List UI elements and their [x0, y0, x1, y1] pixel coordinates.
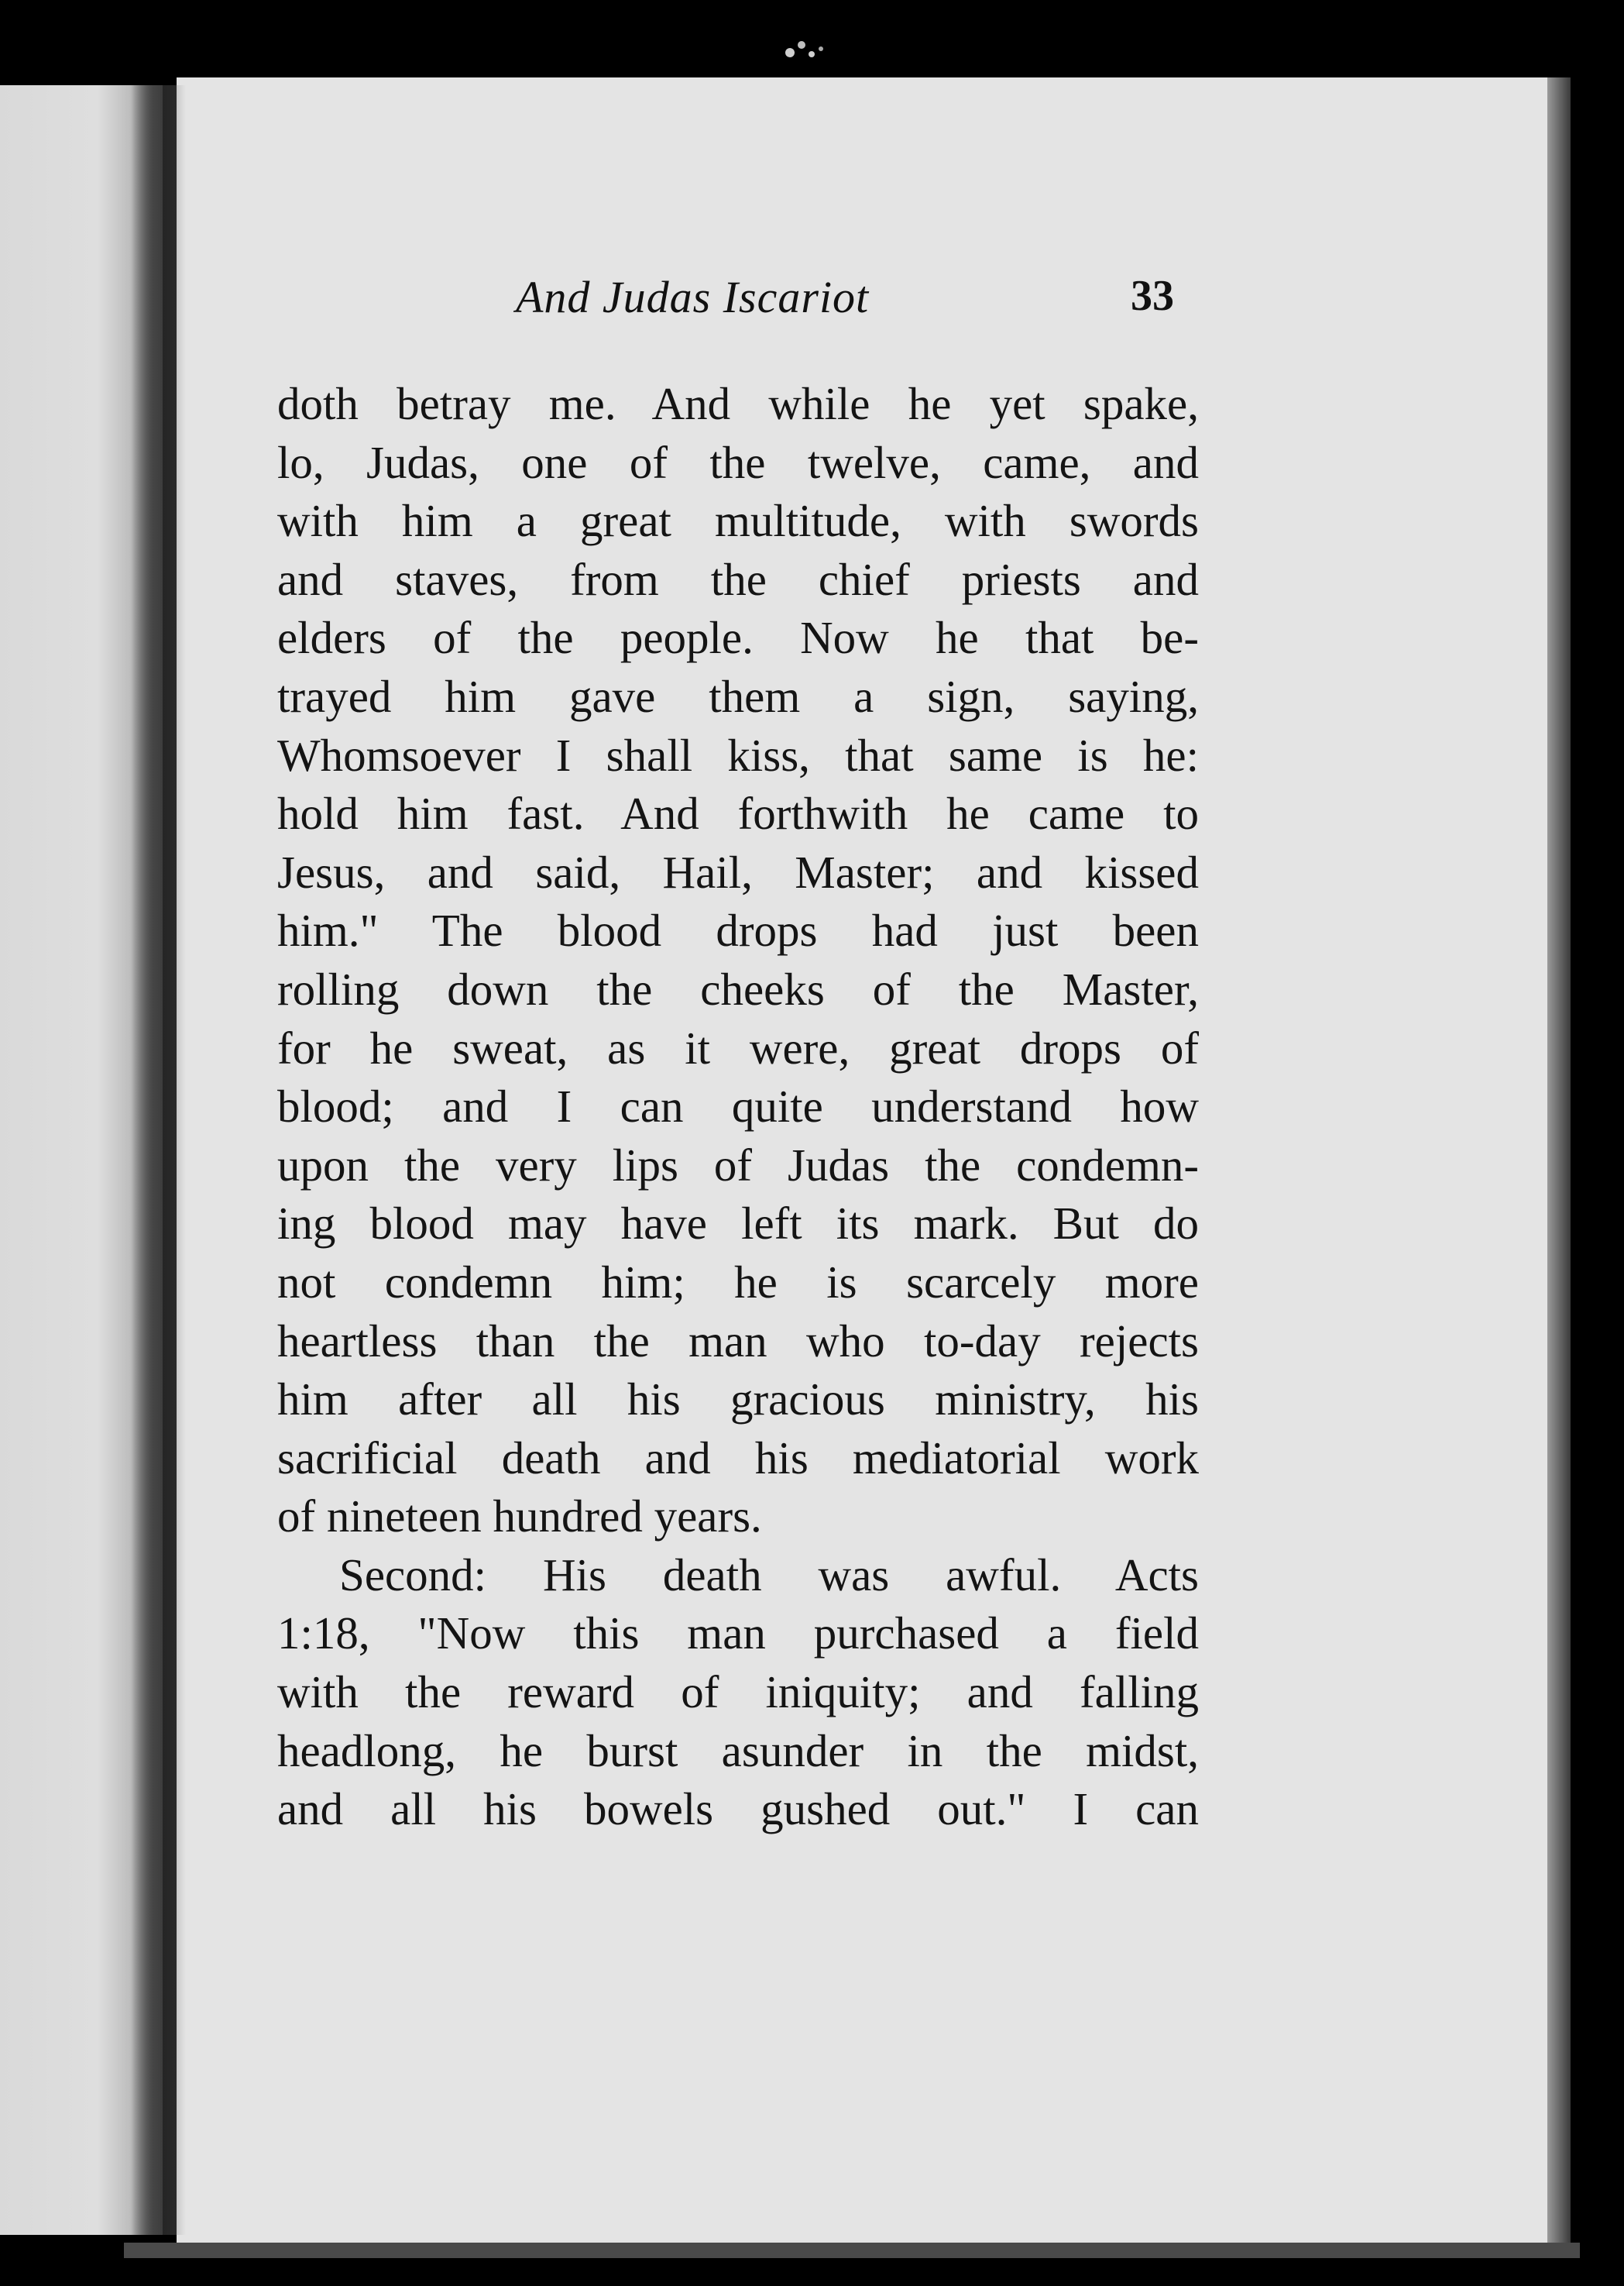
text-line: him." The blood drops had just been [277, 905, 1199, 957]
text-line: lo, Judas, one of the twelve, came, and [277, 436, 1199, 488]
text-line: doth betray me. And while he yet spake, [277, 378, 1199, 429]
text-line: him after all his gracious ministry, his [277, 1373, 1199, 1425]
page-number: 33 [1131, 272, 1174, 320]
page-bottom-edge [124, 2243, 1580, 2258]
text-line: upon the very lips of Judas the condemn- [277, 1139, 1199, 1191]
text-line: not condemn him; he is scarcely more [277, 1256, 1199, 1308]
paragraph-start-line: Second: His death was awful. Acts [339, 1549, 1199, 1600]
text-line: heartless than the man who to-day rejects [277, 1315, 1199, 1366]
text-line: Whomsoever I shall kiss, that same is he: [277, 729, 1199, 781]
body-text [277, 375, 1199, 1839]
text-line: elders of the people. Now he that be- [277, 612, 1199, 664]
text-line: Jesus, and said, Hail, Master; and kissed [277, 846, 1199, 898]
text-line: and staves, from the chief priests and [277, 553, 1199, 605]
text-line: sacrificial death and his mediatorial work [277, 1432, 1199, 1483]
text-line: headlong, he burst asunder in the midst, [277, 1724, 1199, 1776]
text-line: with the reward of iniquity; and falling [277, 1666, 1199, 1718]
text-line: rolling down the cheeks of the Master, [277, 963, 1199, 1015]
text-line: hold him fast. And forthwith he came to [277, 788, 1199, 840]
page-right-edge [1547, 77, 1571, 2243]
gutter-shadow [132, 85, 186, 2235]
paragraph-end-line: of nineteen hundred years. [277, 1490, 762, 1542]
text-line: and all his bowels gushed out." I can [277, 1783, 1199, 1835]
text-line: with him a great multitude, with swords [277, 495, 1199, 547]
running-title: And Judas Iscariot [516, 272, 870, 322]
text-line: for he sweat, as it were, great drops of [277, 1022, 1199, 1074]
text-line: ing blood may have left its mark. But do [277, 1198, 1199, 1250]
text-line: 1:18, "Now this man purchased a field [277, 1607, 1199, 1659]
text-line: trayed him gave them a sign, saying, [277, 670, 1199, 722]
scan-smudge [767, 22, 836, 68]
text-line: blood; and I can quite understand how [277, 1081, 1199, 1133]
running-head [516, 271, 1190, 333]
